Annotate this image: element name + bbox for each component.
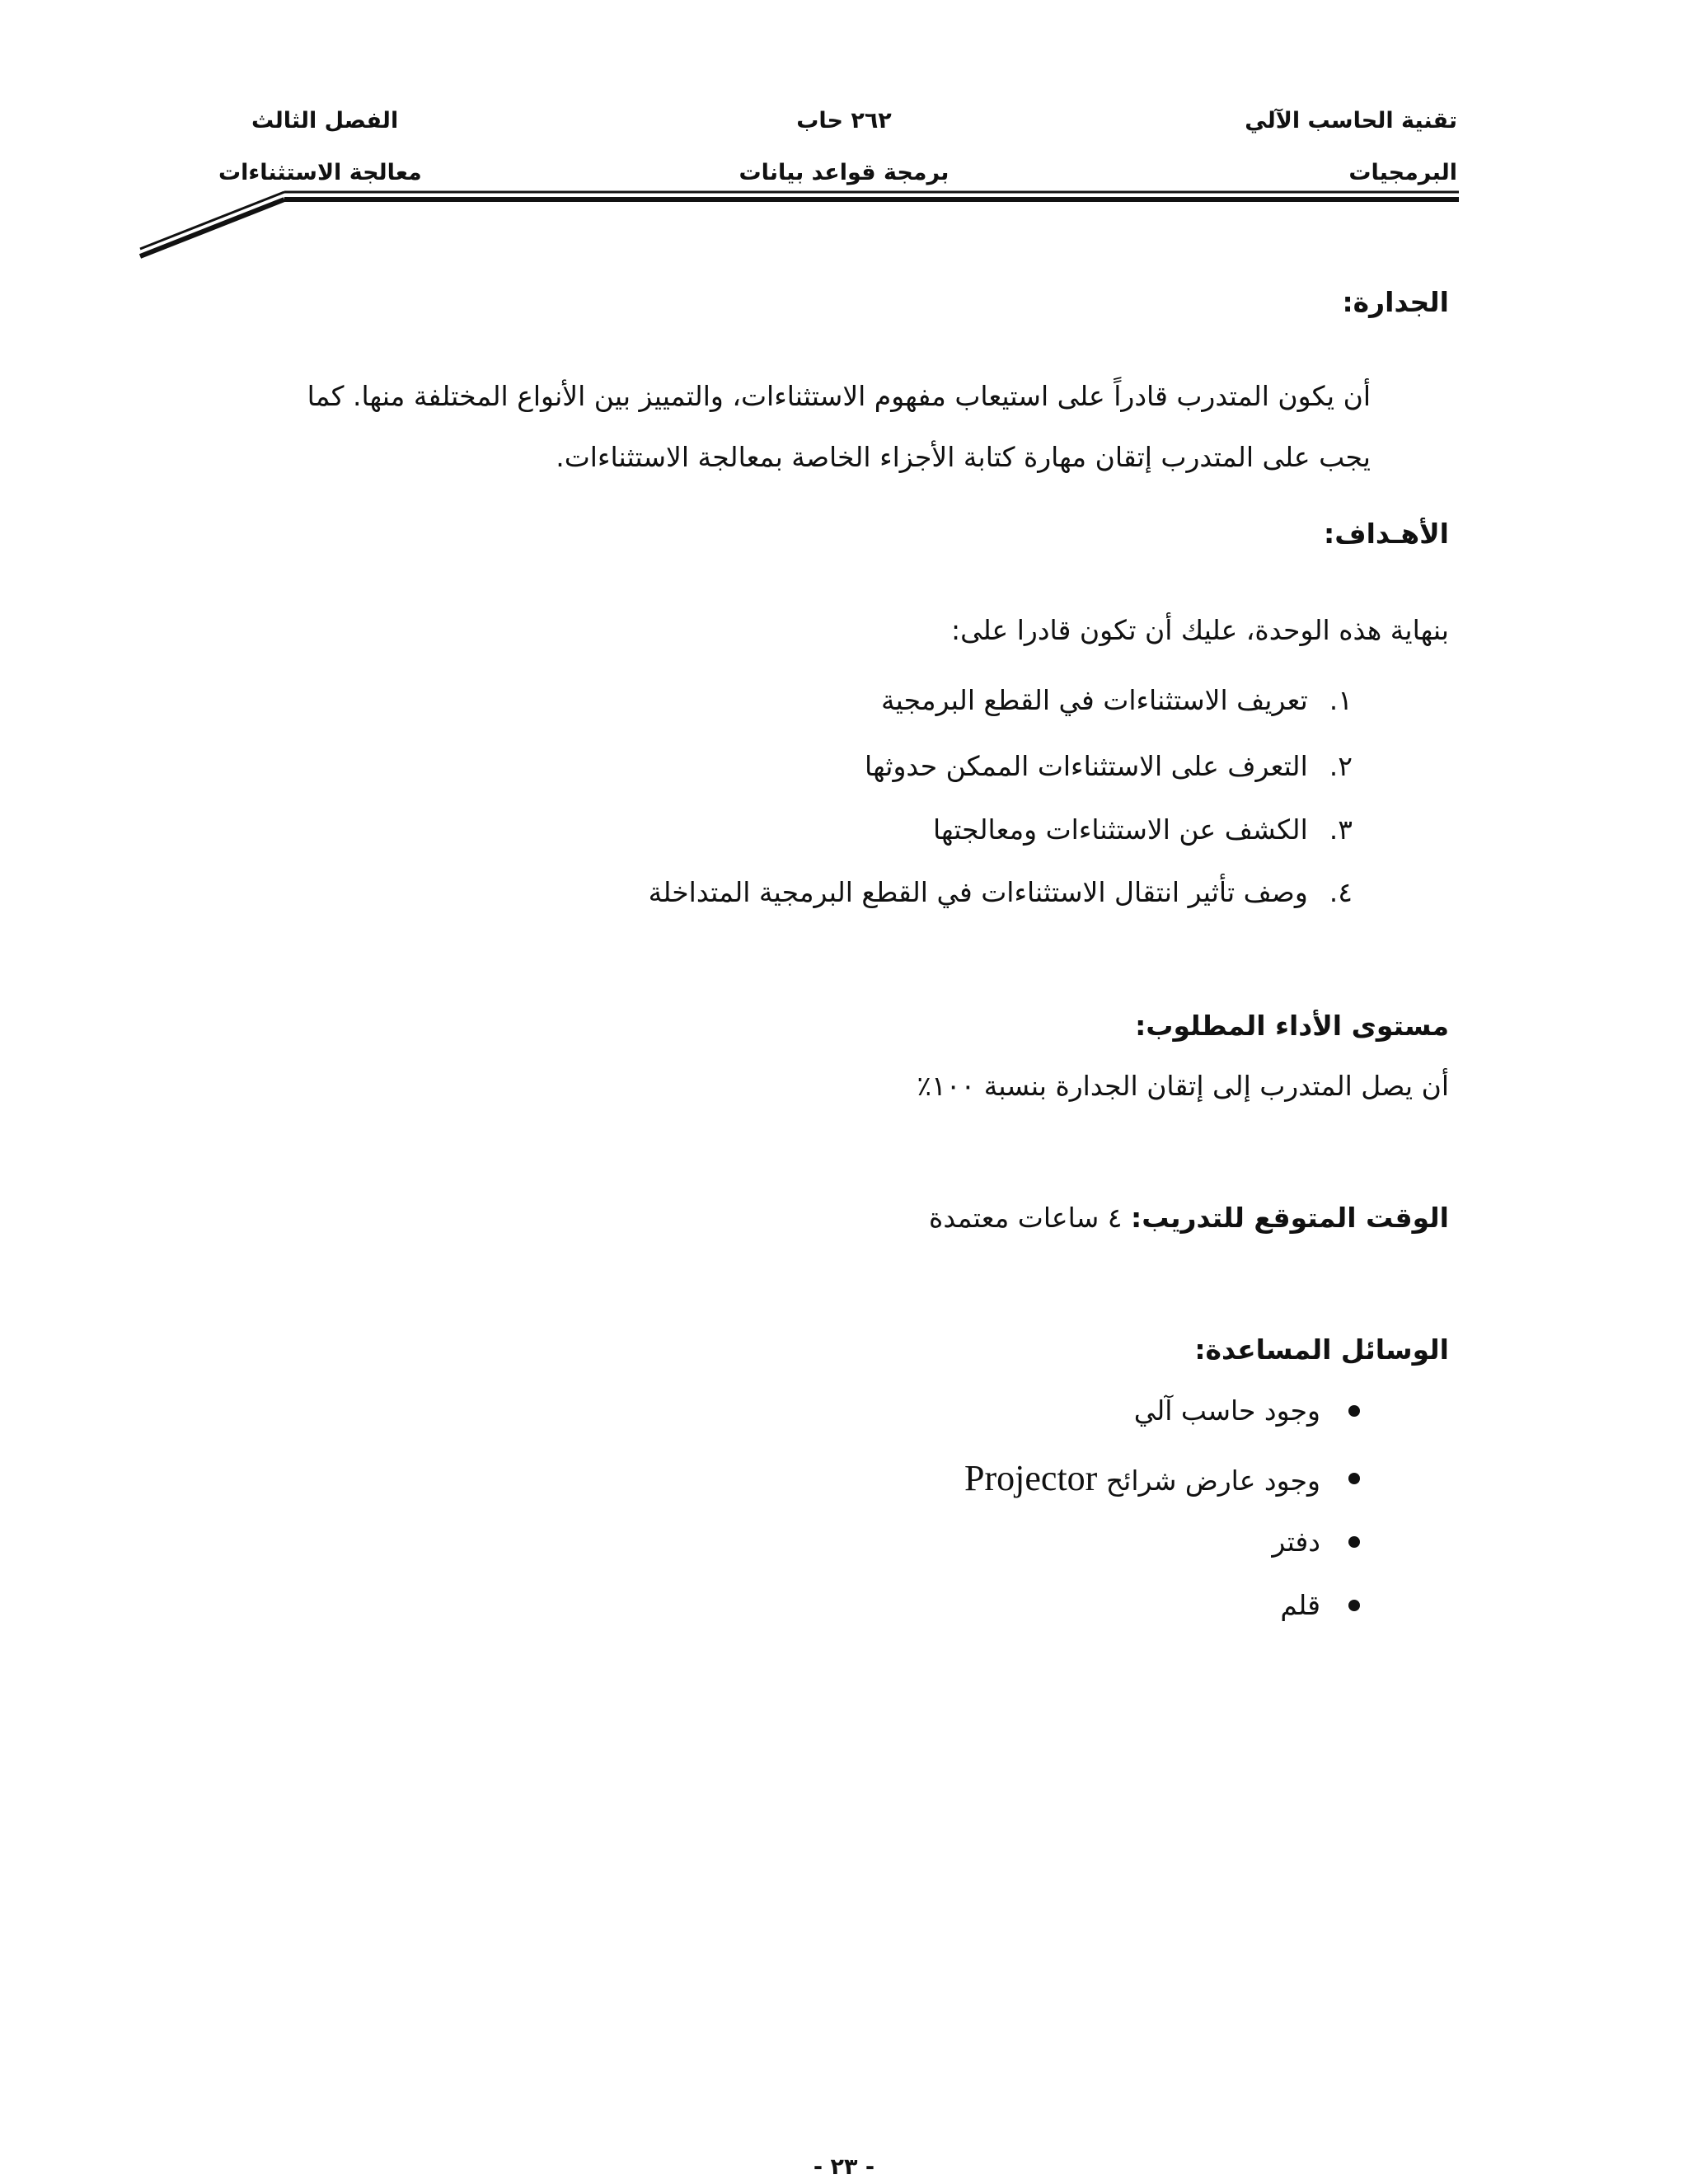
bullet-icon — [1348, 1536, 1360, 1548]
training-time-value: ٤ ساعات معتمدة — [929, 1202, 1132, 1234]
objective-text: التعرف على الاستثناءات الممكن حدوثها — [865, 750, 1308, 782]
competency-line-1: أن يكون المتدرب قادراً على استيعاب مفهوم الاستثناءات، والتمييز بين الأنواع المختلفة منها. كما — [307, 380, 1371, 412]
competency-heading: الجدارة: — [1342, 286, 1449, 318]
header-course-name: برمجة قواعد بيانات — [738, 160, 950, 185]
aid-text: وجود حاسب آلي — [1133, 1394, 1320, 1427]
objective-number: ٤. — [1329, 876, 1353, 908]
objective-item — [933, 813, 1353, 846]
objectives-intro: بنهاية هذه الوحدة، عليك أن تكون قادرا على: — [950, 614, 1449, 646]
objective-text: تعريف الاستثناءات في القطع البرمجية — [880, 684, 1308, 716]
bullet-icon — [1348, 1473, 1360, 1484]
objective-number: ١. — [1329, 684, 1353, 716]
header-course-code: ٢٦٢ حاب — [796, 108, 892, 134]
training-time — [929, 1202, 1449, 1234]
aid-text: قلم — [1280, 1589, 1320, 1621]
page-number: - ٢٣ - — [813, 2154, 875, 2180]
objective-number: ٣. — [1329, 813, 1353, 846]
performance-heading: مستوى الأداء المطلوب: — [1135, 1010, 1449, 1042]
header-unit-title: تقنية الحاسب الآلي — [1245, 108, 1457, 134]
bullet-icon — [1348, 1600, 1360, 1611]
header-divider — [0, 0, 1688, 280]
training-time-label: الوقت المتوقع للتدريب: — [1131, 1202, 1449, 1234]
competency-line-2: يجب على المتدرب إتقان مهارة كتابة الأجزاء الخاصة بمعالجة الاستثناءات. — [556, 441, 1371, 473]
objectives-heading: الأهـداف: — [1324, 518, 1449, 550]
aids-heading: الوسائل المساعدة: — [1194, 1333, 1449, 1366]
aid-text: دفتر — [1272, 1526, 1320, 1558]
objective-item — [649, 876, 1353, 908]
aid-item — [1134, 1394, 1360, 1427]
objective-item — [881, 684, 1353, 716]
header-chapter-title: معالجة الاستثناءات — [218, 160, 422, 185]
aid-item — [964, 1457, 1360, 1499]
header-chapter: الفصل الثالث — [251, 108, 399, 134]
aid-item — [1272, 1526, 1360, 1558]
objective-number: ٢. — [1329, 750, 1353, 782]
objective-text: الكشف عن الاستثناءات ومعالجتها — [932, 813, 1308, 846]
aid-latin-text: Projector — [964, 1458, 1098, 1498]
objective-item — [865, 750, 1353, 782]
aid-item — [1280, 1589, 1360, 1621]
aid-text: وجود عارض شرائح Projector — [964, 1458, 1320, 1498]
objective-text: وصف تأثير انتقال الاستثناءات في القطع البرمجية المتداخلة — [648, 876, 1308, 908]
header-unit-subtitle: البرمجيات — [1348, 160, 1457, 185]
bullet-icon — [1348, 1405, 1360, 1417]
performance-text: أن يصل المتدرب إلى إتقان الجدارة بنسبة ١٠٠٪ — [917, 1070, 1449, 1102]
